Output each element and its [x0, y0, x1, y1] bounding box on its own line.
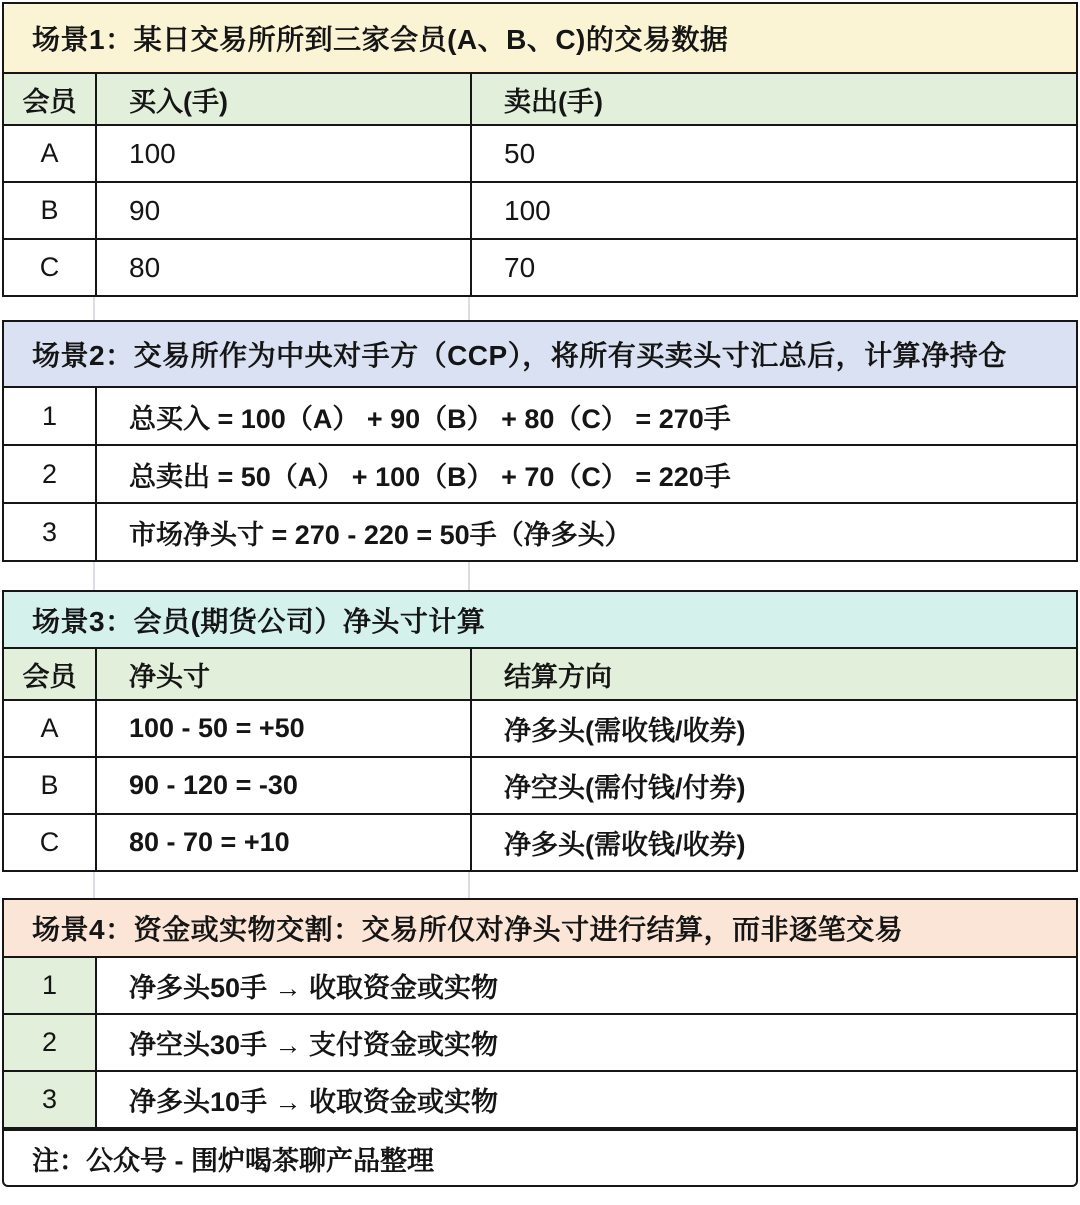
step-number: 1 — [4, 958, 95, 1013]
member-b-settlement: 净空头(需付钱/付券) — [470, 758, 1076, 813]
col-header-sell-lots: 卖出(手) — [470, 74, 1076, 124]
scenario2-step-3 — [4, 502, 1076, 560]
spacer-row — [2, 562, 1078, 590]
market-net-position-formula: 市场净头寸 = 270 - 220 = 50手（净多头） — [95, 504, 1076, 560]
scenario4-step-1 — [4, 956, 1076, 1013]
total-sell-formula: 总卖出 = 50（A） + 100（B） + 70（C） = 220手 — [95, 446, 1076, 502]
member-a-net-position: 100 - 50 = +50 — [95, 701, 470, 756]
spacer-row — [2, 297, 1078, 320]
member-a-buy: 100 — [95, 126, 470, 181]
step-number: 1 — [4, 388, 95, 444]
scenario3-column-header-row — [4, 647, 1076, 699]
step-number: 2 — [4, 1015, 95, 1070]
col-header-member: 会员 — [4, 649, 95, 699]
section-scenario-2 — [2, 320, 1078, 562]
member-c-net-position: 80 - 70 = +10 — [95, 815, 470, 870]
member-b-label: B — [4, 758, 95, 813]
member-c-label: C — [4, 240, 95, 295]
member-b-net-position: 90 - 120 = -30 — [95, 758, 470, 813]
table-row-member-a — [4, 124, 1076, 181]
scenario1-header — [4, 4, 1076, 72]
scenario2-title: 场景2：交易所作为中央对手方（CCP），将所有买卖头寸汇总后，计算净持仓 — [32, 340, 1007, 371]
col-header-member: 会员 — [4, 74, 95, 124]
grid-divider — [468, 872, 470, 898]
net-position-row-b — [4, 756, 1076, 813]
scenario4-title: 场景4：资金或实物交割：交易所仅对净头寸进行结算，而非逐笔交易 — [32, 914, 904, 945]
grid-divider — [93, 297, 95, 320]
member-c-settlement: 净多头(需收钱/收券) — [470, 815, 1076, 870]
scenario3-title: 场景3：会员(期货公司）净头寸计算 — [32, 605, 486, 637]
total-buy-formula: 总买入 = 100（A） + 90（B） + 80（C） = 270手 — [95, 388, 1076, 444]
scenario4-header — [4, 900, 1076, 956]
grid-divider — [93, 562, 95, 590]
step-number: 2 — [4, 446, 95, 502]
scenario1-title: 场景1：某日交易所所到三家会员(A、B、C)的交易数据 — [32, 24, 729, 55]
delivery-long-50: 净多头50手 → 收取资金或实物 — [95, 958, 1076, 1013]
scenario4-step-3 — [4, 1070, 1076, 1127]
member-a-label: A — [4, 701, 95, 756]
member-c-sell: 70 — [470, 240, 1076, 295]
footer-note — [2, 1129, 1078, 1187]
grid-divider — [93, 872, 95, 898]
section-scenario-4 — [2, 898, 1078, 1129]
delivery-short-30: 净空头30手 → 支付资金或实物 — [95, 1015, 1076, 1070]
col-header-buy-lots: 买入(手) — [95, 74, 470, 124]
netting-settlement-sheet — [2, 2, 1078, 1187]
scenario1-column-header-row — [4, 72, 1076, 124]
scenario4-step-2 — [4, 1013, 1076, 1070]
scenario3-header — [4, 592, 1076, 647]
member-a-settlement: 净多头(需收钱/收券) — [470, 701, 1076, 756]
member-c-label: C — [4, 815, 95, 870]
step-number: 3 — [4, 504, 95, 560]
col-header-settlement-direction: 结算方向 — [470, 649, 1076, 699]
member-c-buy: 80 — [95, 240, 470, 295]
grid-divider — [468, 297, 470, 320]
table-row-member-c — [4, 238, 1076, 295]
spacer-row — [2, 872, 1078, 898]
section-scenario-1 — [2, 2, 1078, 297]
step-number: 3 — [4, 1072, 95, 1127]
section-scenario-3 — [2, 590, 1078, 872]
grid-divider — [468, 562, 470, 590]
net-position-row-c — [4, 813, 1076, 870]
scenario2-step-1 — [4, 386, 1076, 444]
scenario2-header — [4, 322, 1076, 386]
delivery-long-10: 净多头10手 → 收取资金或实物 — [95, 1072, 1076, 1127]
scenario2-step-2 — [4, 444, 1076, 502]
member-b-label: B — [4, 183, 95, 238]
member-a-label: A — [4, 126, 95, 181]
footer-note-text: 注：公众号 - 围炉喝茶聊产品整理 — [32, 1145, 434, 1176]
member-b-sell: 100 — [470, 183, 1076, 238]
net-position-row-a — [4, 699, 1076, 756]
table-row-member-b — [4, 181, 1076, 238]
member-b-buy: 90 — [95, 183, 470, 238]
member-a-sell: 50 — [470, 126, 1076, 181]
col-header-net-position: 净头寸 — [95, 649, 470, 699]
